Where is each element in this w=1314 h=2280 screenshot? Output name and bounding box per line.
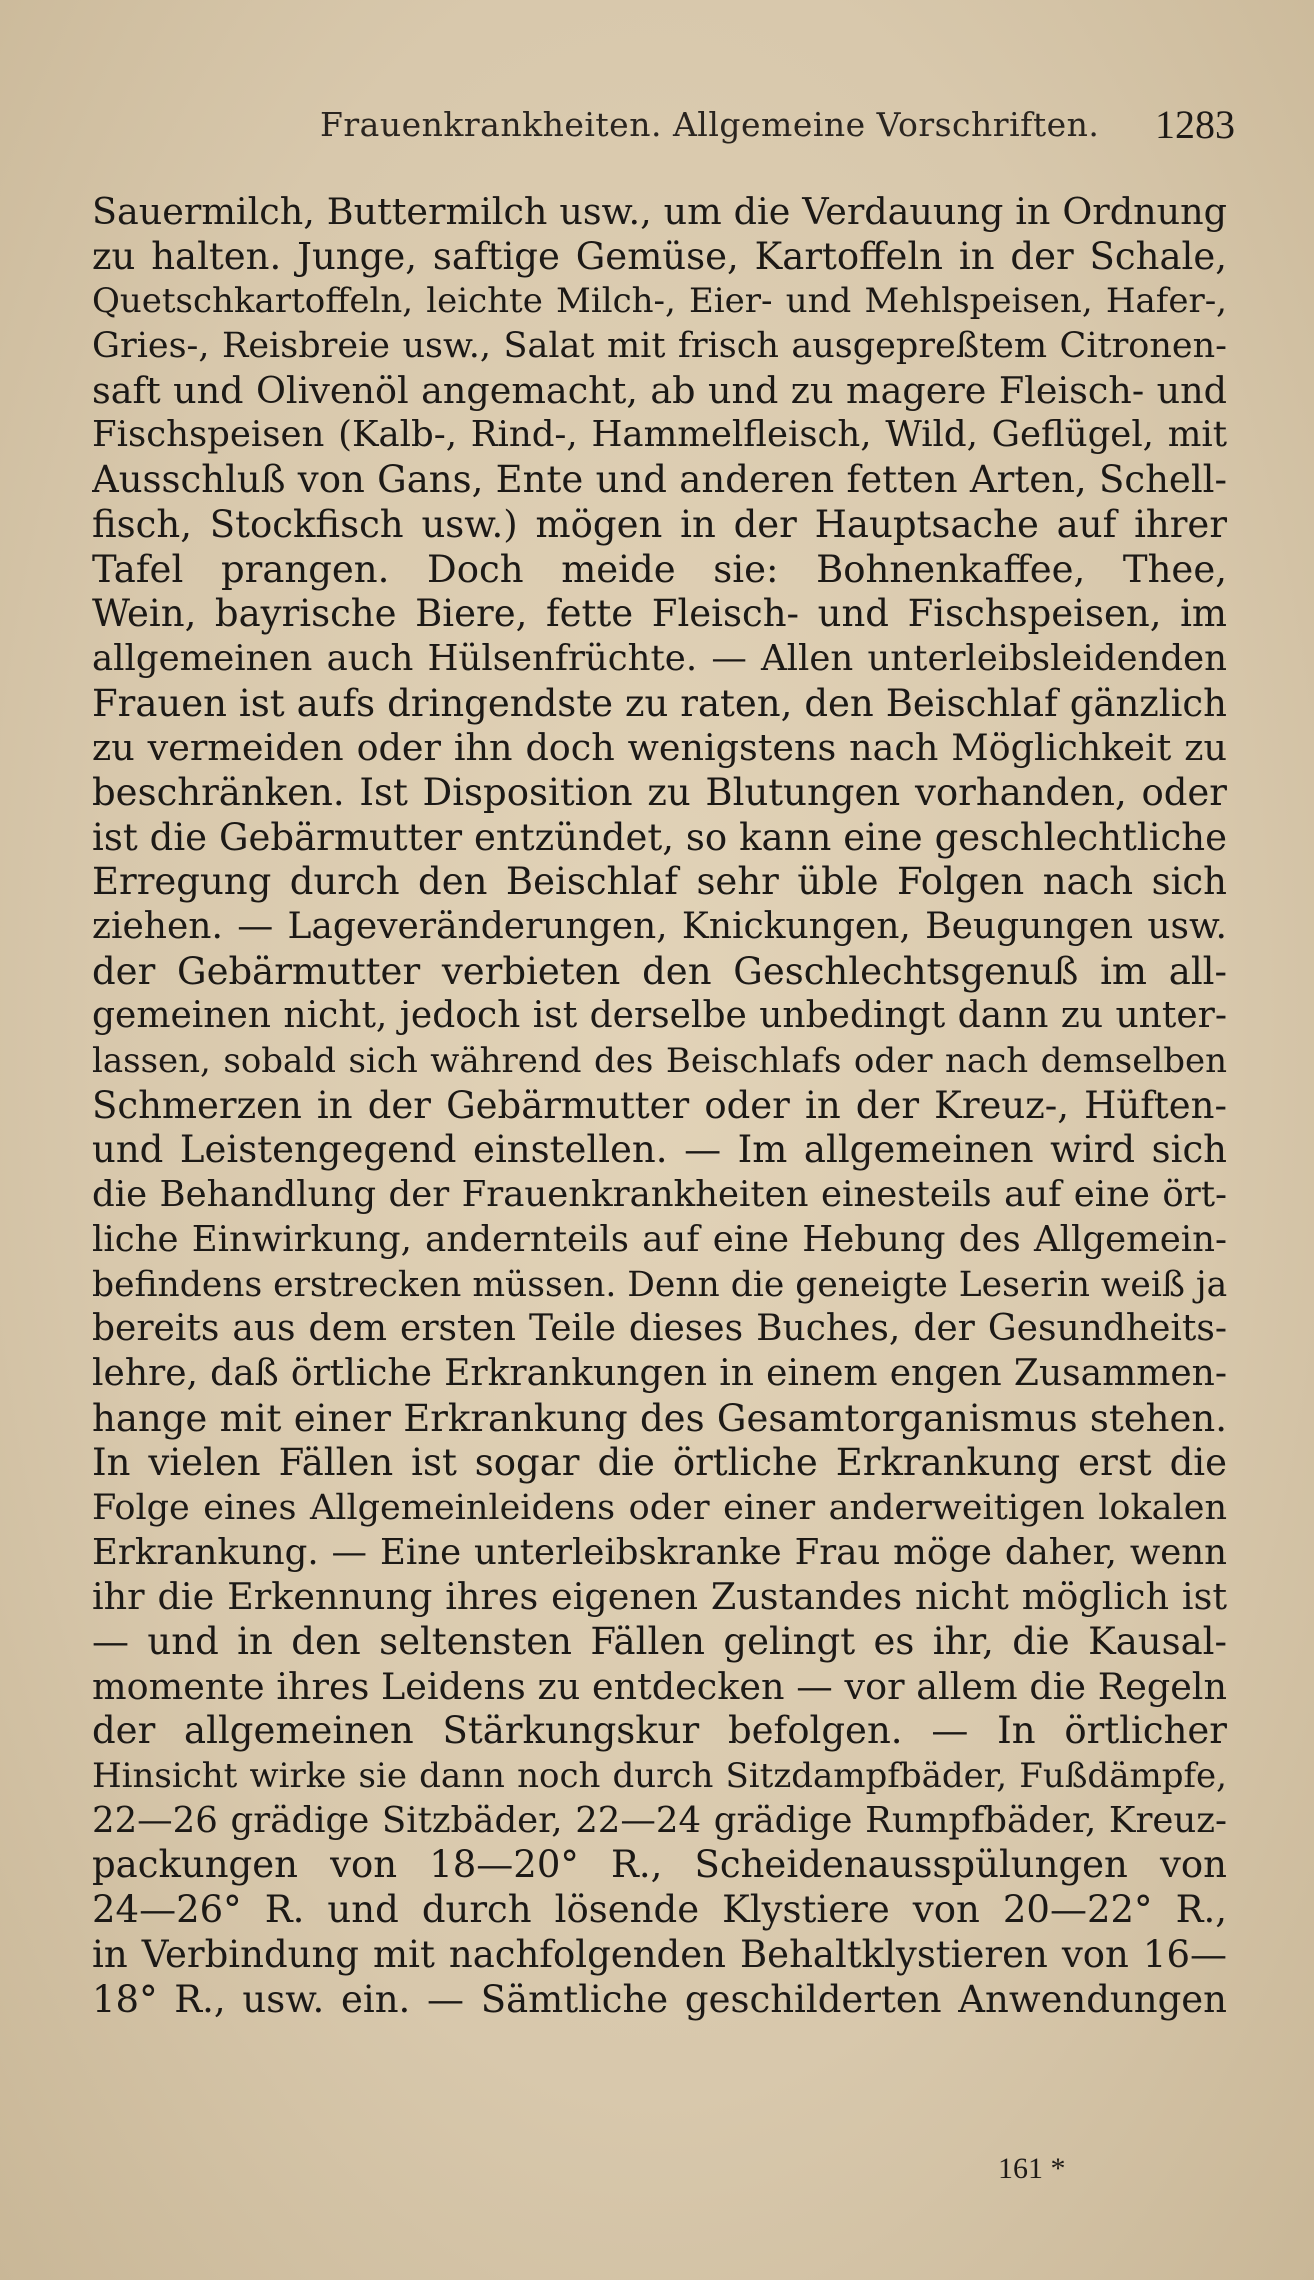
text-line: der Gebärmutter verbieten den Geschlechtsgenuß im all- — [92, 949, 1227, 993]
text-line: hange mit einer Erkrankung des Gesamtorganismus stehen. — [92, 1396, 1227, 1440]
text-line: Ausschluß von Gans, Ente und anderen fetten Arten, Schell- — [92, 458, 1227, 502]
text-line: zu vermeiden oder ihn doch wenigstens nach Möglichkeit zu — [92, 726, 1227, 770]
running-header — [320, 102, 1235, 165]
page-number: 1283 — [1155, 102, 1235, 147]
text-line: 18° R., usw. ein. — Sämtliche geschilderten Anwendungen — [92, 1977, 1227, 2021]
text-line: Tafel prangen. Doch meide sie: Bohnenkaffee, Thee, — [92, 547, 1227, 591]
text-line: in Verbindung mit nachfolgenden Behaltklystieren von 16— — [92, 1932, 1227, 1976]
text-line: allgemeinen auch Hülsenfrüchte. — Allen unterleibsleidenden — [92, 637, 1227, 679]
text-line: fisch, Stockfisch usw.) mögen in der Hauptsache auf ihrer — [92, 502, 1227, 546]
text-line: Erkrankung. — Eine unterleibskranke Frau möge daher, wenn — [92, 1531, 1227, 1573]
text-line: Folge eines Allgemeinleidens oder einer anderweitigen lokalen — [92, 1487, 1227, 1528]
text-line: packungen von 18—20° R., Scheidenausspülungen von — [92, 1843, 1227, 1887]
text-line: lehre, daß örtliche Erkrankungen in einem engen Zusammen- — [92, 1352, 1227, 1394]
text-line: 22—26 grädige Sitzbäder, 22—24 grädige Rumpfbäder, Kreuz- — [92, 1799, 1227, 1841]
text-line: der allgemeinen Stärkungskur befolgen. — In örtlicher — [92, 1709, 1227, 1753]
text-line: zu halten. Junge, saftige Gemüse, Kartoffeln in der Schale, — [92, 234, 1227, 278]
text-line: momente ihres Leidens zu entdecken — vor allem die Regeln — [92, 1664, 1227, 1708]
text-line: liche Einwirkung, andernteils auf eine Hebung des Allgemein- — [92, 1218, 1227, 1260]
text-line: Schmerzen in der Gebärmutter oder in der Kreuz-, Hüften- — [92, 1083, 1227, 1127]
text-line: befindens erstrecken müssen. Denn die geneigte Leserin weiß ja — [92, 1264, 1227, 1305]
text-line: Sauermilch, Buttermilch usw., um die Verdauung in Ordnung — [92, 190, 1227, 233]
text-line: Gries-, Reisbreie usw., Salat mit frisch ausgepreßtem Citronen- — [92, 326, 1227, 367]
text-line: beschränken. Ist Disposition zu Blutungen vorhanden, oder — [92, 770, 1227, 814]
running-title: Frauenkrankheiten. Allgemeine Vorschriften. — [320, 105, 1100, 144]
text-line: ziehen. — Lageveränderungen, Knickungen, Beugungen usw. — [92, 906, 1227, 947]
text-line: bereits aus dem ersten Teile dieses Buches, der Gesundheits- — [92, 1308, 1227, 1350]
text-line: saft und Olivenöl angemacht, ab und zu magere Fleisch- und — [92, 368, 1227, 412]
body-text — [92, 190, 1227, 2022]
text-line: — und in den seltensten Fällen gelingt es ihr, die Kausal- — [92, 1620, 1227, 1663]
text-line: ihr die Erkennung ihres eigenen Zustandes nicht möglich ist — [92, 1575, 1227, 1619]
printer-signature-mark: 161 * — [998, 2152, 1066, 2185]
text-line: und Leistengegend einstellen. — Im allgemeinen wird sich — [92, 1128, 1227, 1172]
text-line: 24—26° R. und durch lösende Klystiere von 20—22° R., — [92, 1888, 1227, 1932]
text-line: gemeinen nicht, jedoch ist derselbe unbedingt dann zu unter- — [92, 995, 1227, 1037]
text-line: Hinsicht wirke sie dann noch durch Sitzdampfbäder, Fußdämpfe, — [92, 1756, 1227, 1797]
text-line: Fischspeisen (Kalb-, Rind-, Hammelfleisch, Wild, Geflügel, mit — [92, 414, 1227, 456]
text-line: Erregung durch den Beischlaf sehr üble Folgen nach sich — [92, 860, 1227, 904]
page-footer — [0, 2152, 1314, 2202]
text-line: die Behandlung der Frauenkrankheiten einesteils auf eine ört- — [92, 1174, 1227, 1216]
text-line: Quetschkartoffeln, leichte Milch-, Eier- und Mehlspeisen, Hafer-, — [92, 281, 1227, 322]
text-line: Frauen ist aufs dringendste zu raten, den Beischlaf gänzlich — [92, 681, 1227, 725]
text-line: Wein, bayrische Biere, fette Fleisch- und Fischspeisen, im — [92, 592, 1227, 636]
text-line: ist die Gebärmutter entzündet, so kann eine geschlechtliche — [92, 815, 1227, 859]
text-line: In vielen Fällen ist sogar die örtliche Erkrankung erst die — [92, 1441, 1227, 1485]
text-line: lassen, sobald sich während des Beischlafs oder nach demselben — [92, 1041, 1227, 1082]
